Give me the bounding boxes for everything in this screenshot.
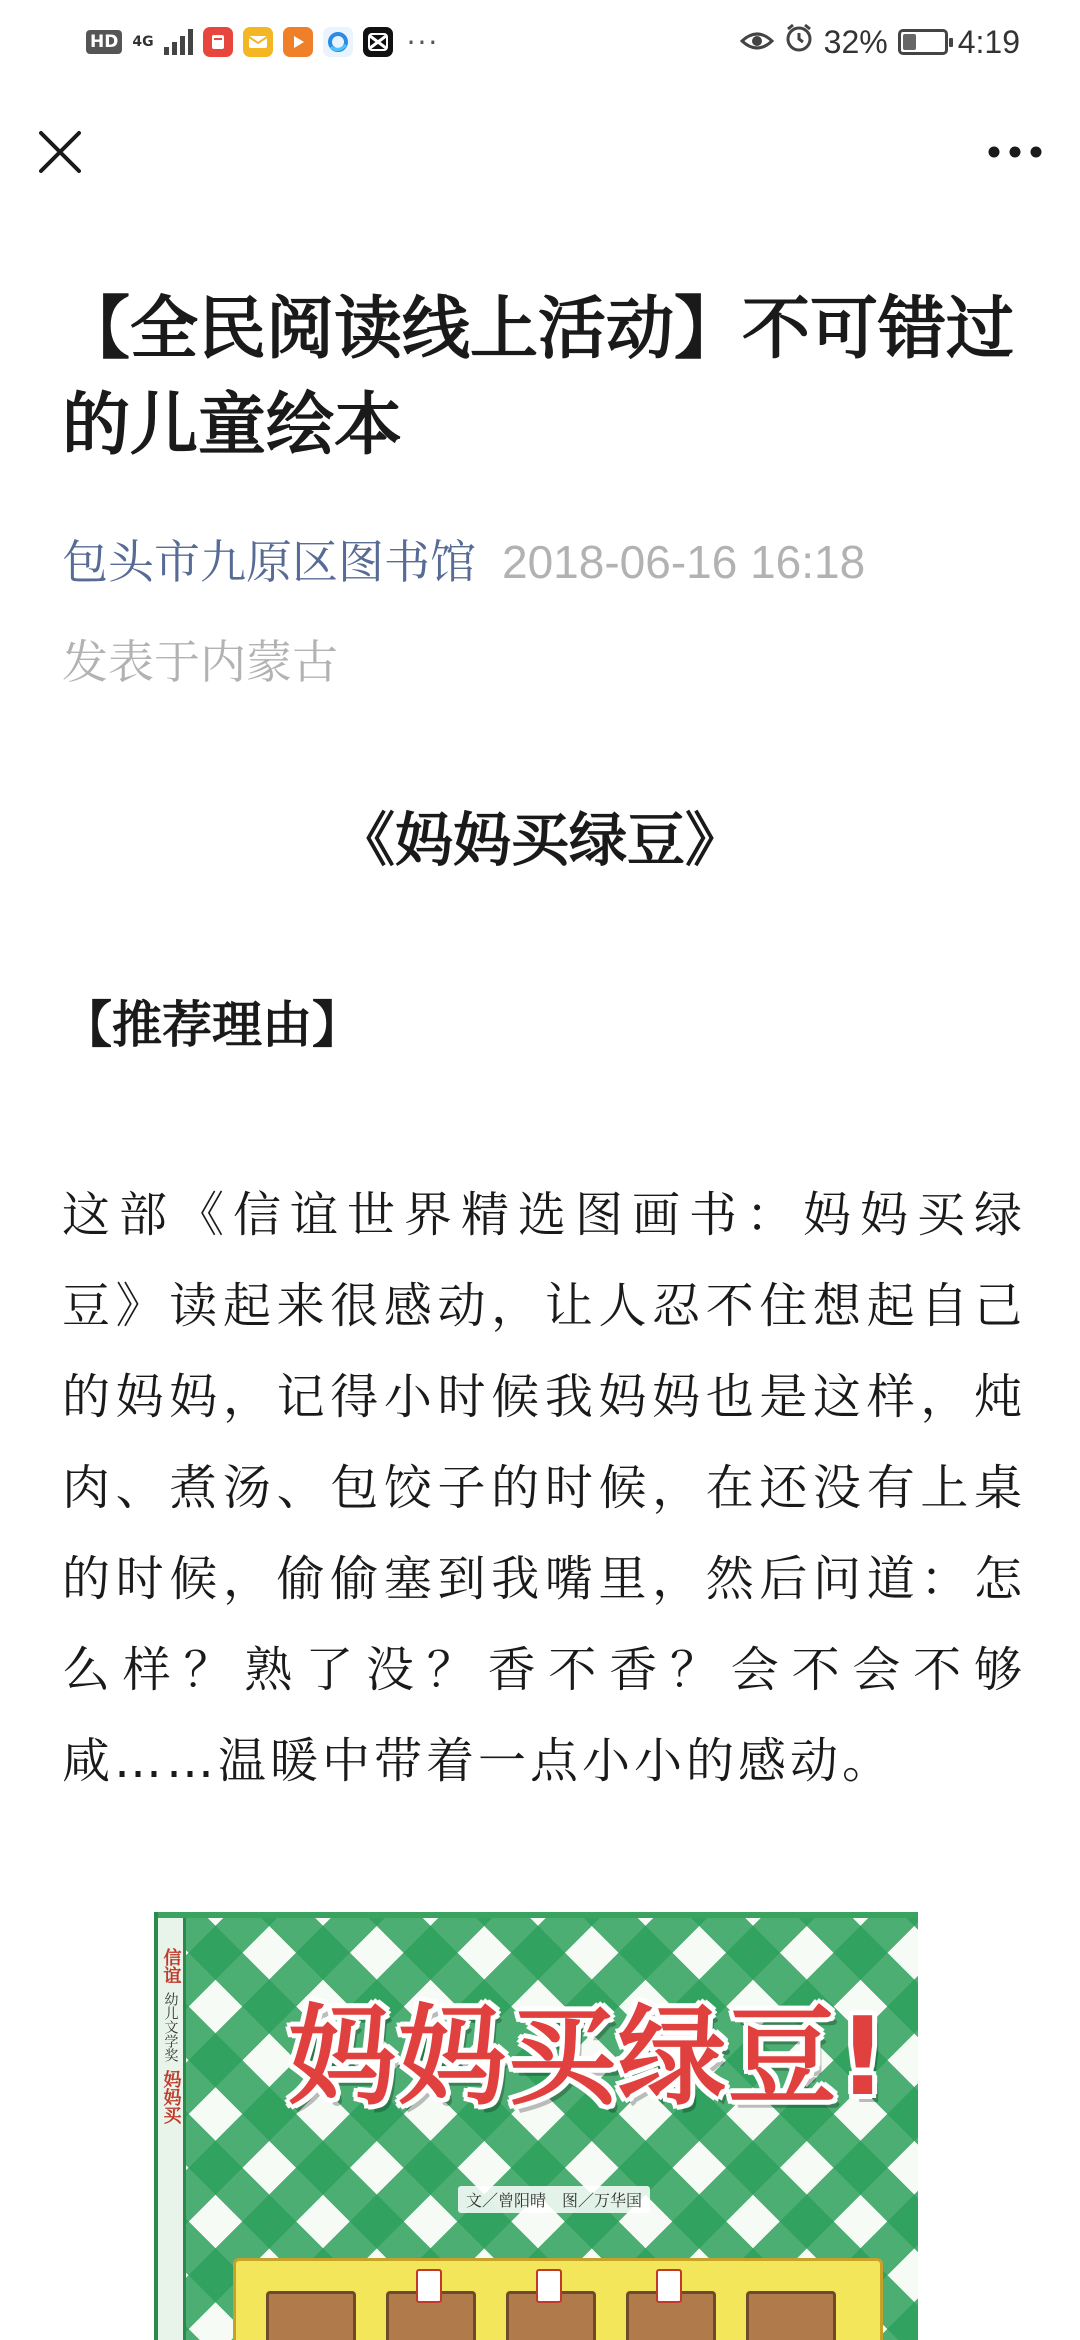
author-link[interactable]: 包头市九原区图书馆 bbox=[62, 535, 476, 589]
illustration-tag bbox=[416, 2269, 442, 2303]
network-type-label: 4G bbox=[132, 33, 154, 50]
more-options-button[interactable] bbox=[980, 122, 1050, 182]
battery-percent: 32% bbox=[823, 23, 888, 60]
spine-publisher: 信谊 bbox=[160, 1948, 182, 1984]
navigation-bar bbox=[0, 110, 1080, 200]
more-icon bbox=[987, 145, 1043, 159]
cover-spine bbox=[158, 1918, 186, 2340]
article-title: 【全民阅读线上活动】不可错过的儿童绘本 bbox=[62, 290, 1015, 465]
mail-app-icon bbox=[243, 27, 273, 57]
cover-title: 妈妈买绿豆! bbox=[288, 1995, 890, 2120]
battery-icon bbox=[898, 29, 948, 55]
illustration-crate bbox=[746, 2291, 836, 2340]
video-app-icon bbox=[283, 27, 313, 57]
alarm-icon bbox=[784, 23, 814, 61]
spine-title: 妈妈买 bbox=[160, 2070, 182, 2124]
article-meta bbox=[62, 530, 1042, 594]
book-heading: 《妈妈买绿豆》 bbox=[336, 806, 743, 874]
cover-credit: 文／曾阳晴 图／万华国 bbox=[458, 2186, 650, 2213]
hd-icon: HD bbox=[86, 30, 122, 54]
status-bar bbox=[0, 0, 1080, 84]
status-bar-right bbox=[740, 23, 1020, 61]
publish-date: 2018-06-16 16:18 bbox=[502, 536, 866, 588]
clock-time: 4:19 bbox=[957, 23, 1020, 60]
publish-location: 发表于内蒙古 bbox=[62, 635, 338, 689]
section-label: 【推荐理由】 bbox=[62, 996, 362, 1054]
cover-illustration bbox=[233, 2258, 883, 2340]
body-paragraph: 这部《信谊世界精选图画书：妈妈买绿豆》读起来很感动，让人忍不住想起自己的妈妈，记得小时候我妈妈也是这样，炖肉、煮汤、包饺子的时候，在还没有上桌的时候，偷偷塞到我嘴里，然后问道：怎么样？熟了没？香不香？会不会不够咸……温暖中带着一点小小的感动。 bbox=[62, 1187, 1026, 1789]
status-bar-left bbox=[86, 26, 439, 59]
book-cover-image[interactable] bbox=[158, 1912, 918, 2340]
illustration-tag bbox=[536, 2269, 562, 2303]
red-book-app-icon bbox=[203, 27, 233, 57]
signal-icon bbox=[164, 29, 193, 55]
browser-app-icon bbox=[323, 27, 353, 57]
spine-series: 幼儿文学奖 bbox=[162, 1992, 179, 2062]
illustration-crate bbox=[266, 2291, 356, 2340]
capcut-app-icon bbox=[363, 27, 393, 57]
illustration-tag bbox=[656, 2269, 682, 2303]
close-button[interactable] bbox=[30, 122, 90, 182]
battery-level-fill bbox=[903, 34, 916, 50]
more-notifications-indicator: ··· bbox=[406, 25, 440, 59]
eye-icon bbox=[740, 23, 774, 61]
close-icon bbox=[37, 129, 83, 175]
